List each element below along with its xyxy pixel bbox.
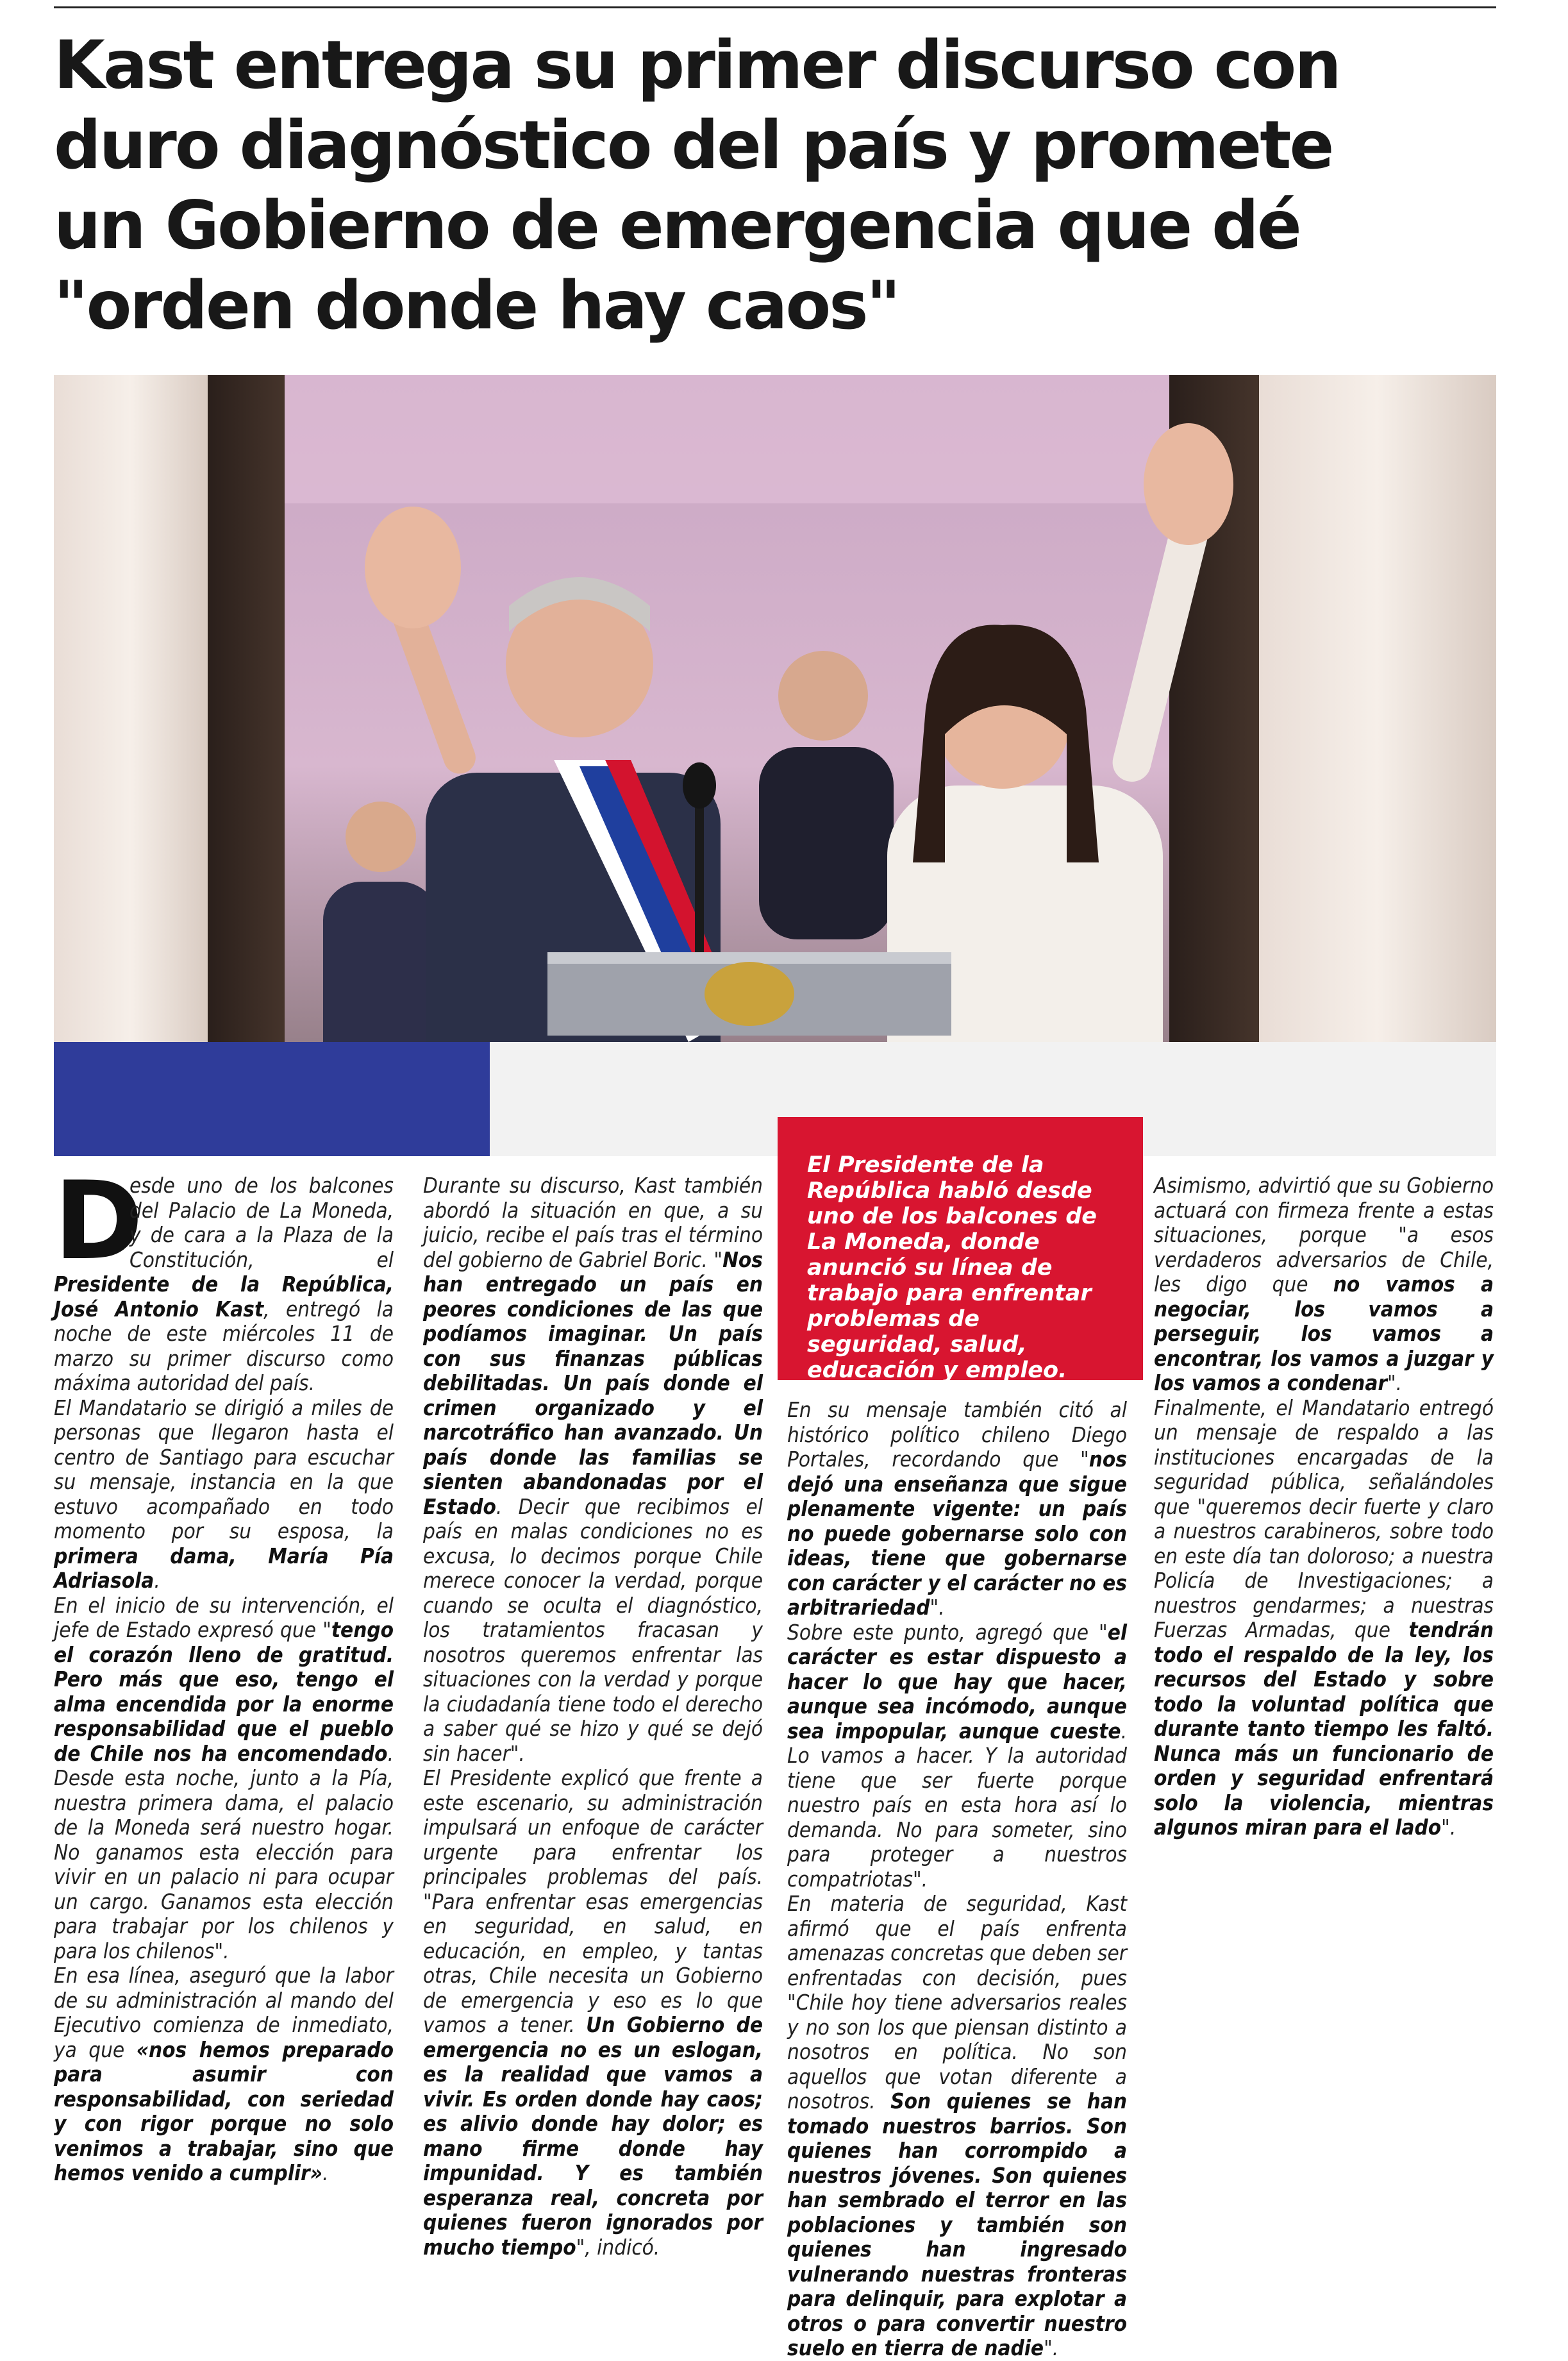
photo-illustration [54, 375, 1496, 1156]
text-run: En el inicio de su intervención, el jefe de Estado expresó que " [54, 1592, 394, 1642]
article-column-2 [423, 1173, 763, 2260]
headline [54, 26, 1503, 346]
headline-line: un Gobierno de emergencia que dé [54, 187, 1300, 264]
text-run: En esa línea, aseguró que la labor de su administración al mando del Ejecutivo comienza de inmediato, ya que [54, 1963, 394, 2062]
text-run: . [154, 1568, 160, 1593]
bold-text: Presidente de la República, José Antonio Kast [54, 1272, 394, 1322]
bold-text: tengo el corazón lleno de gratitud. Pero más que eso, tengo el alma encendida por la enorme responsabilidad que el pueblo de Chile nos ha encomendado [54, 1617, 394, 1766]
text-run: En materia de seguridad, Kast afirmó que el país enfrenta amenazas concretas que deben ser enfrentadas con decisión, pues "Chile hoy tiene adversarios reales y no son los que piensan distinto a nosotros en política. No son aquellos que votan diferente a nosotros. [787, 1891, 1127, 2113]
paragraph [54, 1396, 394, 1593]
text-run: , entregó la noche de este miércoles 11 de marzo su primer discurso como máxima autoridad del país. [54, 1296, 394, 1395]
bold-text: Son quienes se han tomado nuestros barrios. Son quienes han corrompido a nuestros jóvenes. Son quienes han sembrado el terror en las poblaciones y también son quienes han ingresado vulnerando nuestras fronteras para delinquir, para explotar a otros o para convertir nuestro suelo en tierra de nadie [787, 2088, 1127, 2360]
text-run: ". [1044, 2335, 1059, 2360]
article-column-1 [54, 1158, 394, 2186]
text-run: ". [1441, 1815, 1456, 1840]
bold-text: primera dama, María Pía Adriasola [54, 1543, 394, 1593]
bold-text: el carácter es estar dispuesto a hacer lo que hay que hacer, aunque sea incómodo, aunque sea impopular, aunque cueste [787, 1619, 1127, 1743]
paragraph [787, 1398, 1127, 1620]
text-run: ", indicó. [576, 2234, 660, 2260]
paragraph [787, 1620, 1127, 1892]
text-run: Finalmente, el Mandatario entregó un mensaje de respaldo a las instituciones encargadas de la seguridad pública, señalándoles que "queremos decir fuerte y claro a nuestros carabineros, sobre todo en este día tan doloroso; a nuestra Policía de Investigaciones; a nuestros gendarmes; a nuestras Fuerzas Armadas, que [1154, 1395, 1494, 1642]
text-run: El Mandatario se dirigió a miles de personas que llegaron hasta el centro de Santiago para escuchar su mensaje, instancia en la que estuvo acompañado en todo momento por su esposa, la [54, 1395, 394, 1543]
paragraph [423, 1766, 763, 2260]
headline-line: duro diagnóstico del país y promete [54, 107, 1333, 184]
bold-text: Un Gobierno de emergencia no es un eslogan, es la realidad que vamos a vivir. Es orden donde hay caos; es alivio donde hay dolor; es mano firme donde hay impunidad. Y es también esperanza real, concreta por quienes fueron ignorados por mucho tiempo [423, 2012, 763, 2260]
news-photo [54, 375, 1496, 1156]
text-run: Durante su discurso, Kast también abordó la situación en que, a su juicio, recibe el país tras el término del gobierno de Gabriel Boric. " [423, 1173, 763, 1272]
text-run: El Presidente explicó que frente a este escenario, su administración impulsará un enfoque de carácter urgente para enfrentar los principales problemas del país. "Para enfrentar esas emergencias en seguridad, en salud, en educación, en empleo, y tantas otras, Chile necesita un Gobierno de emergencia y eso es lo que vamos a tener. [423, 1765, 763, 2037]
bold-text: Nos han entregado un país en peores condiciones de las que podíamos imaginar. Un país con sus finanzas públicas debilitadas. Un país donde el crimen organizado y el narcotráfico han avanzado. Un país donde las familias se sienten abandonadas por el Estado [423, 1247, 763, 1519]
text-run: esde uno de los balcones del Palacio de La Moneda, y de cara a la Plaza de la Constitución, el [129, 1173, 394, 1272]
paragraph [1154, 1173, 1494, 1396]
text-run: ". [930, 1595, 945, 1620]
text-run: Sobre este punto, agregó que " [787, 1619, 1108, 1645]
paragraph [54, 1963, 394, 2186]
headline-line: Kast entrega su primer discurso con [54, 27, 1340, 104]
paragraph [423, 1173, 763, 1766]
text-run: ". [1387, 1370, 1403, 1395]
pull-quote [778, 1117, 1143, 1383]
drop-cap: D [54, 1158, 144, 1284]
text-run: . Desde esta noche, junto a la Pía, nuestra primera dama, el palacio de la Moneda será nuestro hogar. No ganamos esta elección para vivir en un palacio ni para ocupar un cargo. Ganamos esta elección para trabajar por los chilenos y para los chilenos". [54, 1740, 394, 1963]
article-column-4 [1154, 1173, 1494, 1840]
paragraph [54, 1593, 394, 1964]
bold-text: no vamos a negociar, los vamos a perseguir, los vamos a encontrar, los vamos a juzgar y los vamos a condenar [1154, 1272, 1494, 1395]
text-run: . Decir que recibimos el país en malas condiciones no es excusa, lo decimos porque Chile merece conocer la verdad, porque cuando se oculta el diagnóstico, los tratamientos fracasan y nosotros queremos enfrentar las situaciones con la verdad y porque la ciudadanía tiene todo el derecho a saber qué se hizo y qué se dejó sin hacer". [423, 1493, 763, 1766]
bold-text: nos dejó una enseñanza que sigue plenamente vigente: un país no puede gobernarse solo con ideas, tiene que gobernarse con carácter y el carácter no es arbitrariedad [787, 1447, 1127, 1620]
text-run: . [322, 2160, 329, 2185]
bold-text: «nos hemos preparado para asumir con responsabilidad, con seriedad y con rigor porque no solo venimos a trabajar, sino que hemos venido a cumplir» [54, 2037, 394, 2185]
text-run: En su mensaje también citó al histórico político chileno Diego Portales, recordando que " [787, 1397, 1127, 1472]
top-rule [54, 6, 1496, 8]
text-run: Asimismo, advirtió que su Gobierno actuará con firmeza frente a estas situaciones, porque "a esos verdaderos adversarios de Chile, les digo que [1154, 1173, 1494, 1297]
paragraph [1154, 1396, 1494, 1840]
article-column-3 [787, 1398, 1127, 2361]
text-run: . Lo vamos a hacer. Y la autoridad tiene que ser fuerte porque nuestro país en esta hora así lo demanda. No para someter, sino para proteger a nuestros compatriotas". [787, 1718, 1127, 1892]
pull-quote-text: El Presidente de la República habló desde uno de los balcones de La Moneda, donde anunció su línea de trabajo para enfrentar problemas de seguridad, salud, educación y empleo. [807, 1152, 1097, 1383]
bold-text: tendrán todo el respaldo de la ley, los recursos del Estado y sobre todo la voluntad política que durante tanto tiempo les faltó. Nunca más un funcionario de orden y seguridad enfrentará solo la violencia, mientras algunos miran para el lado [1154, 1617, 1494, 1840]
headline-line: "orden donde hay caos" [54, 267, 899, 344]
paragraph [787, 1892, 1127, 2361]
